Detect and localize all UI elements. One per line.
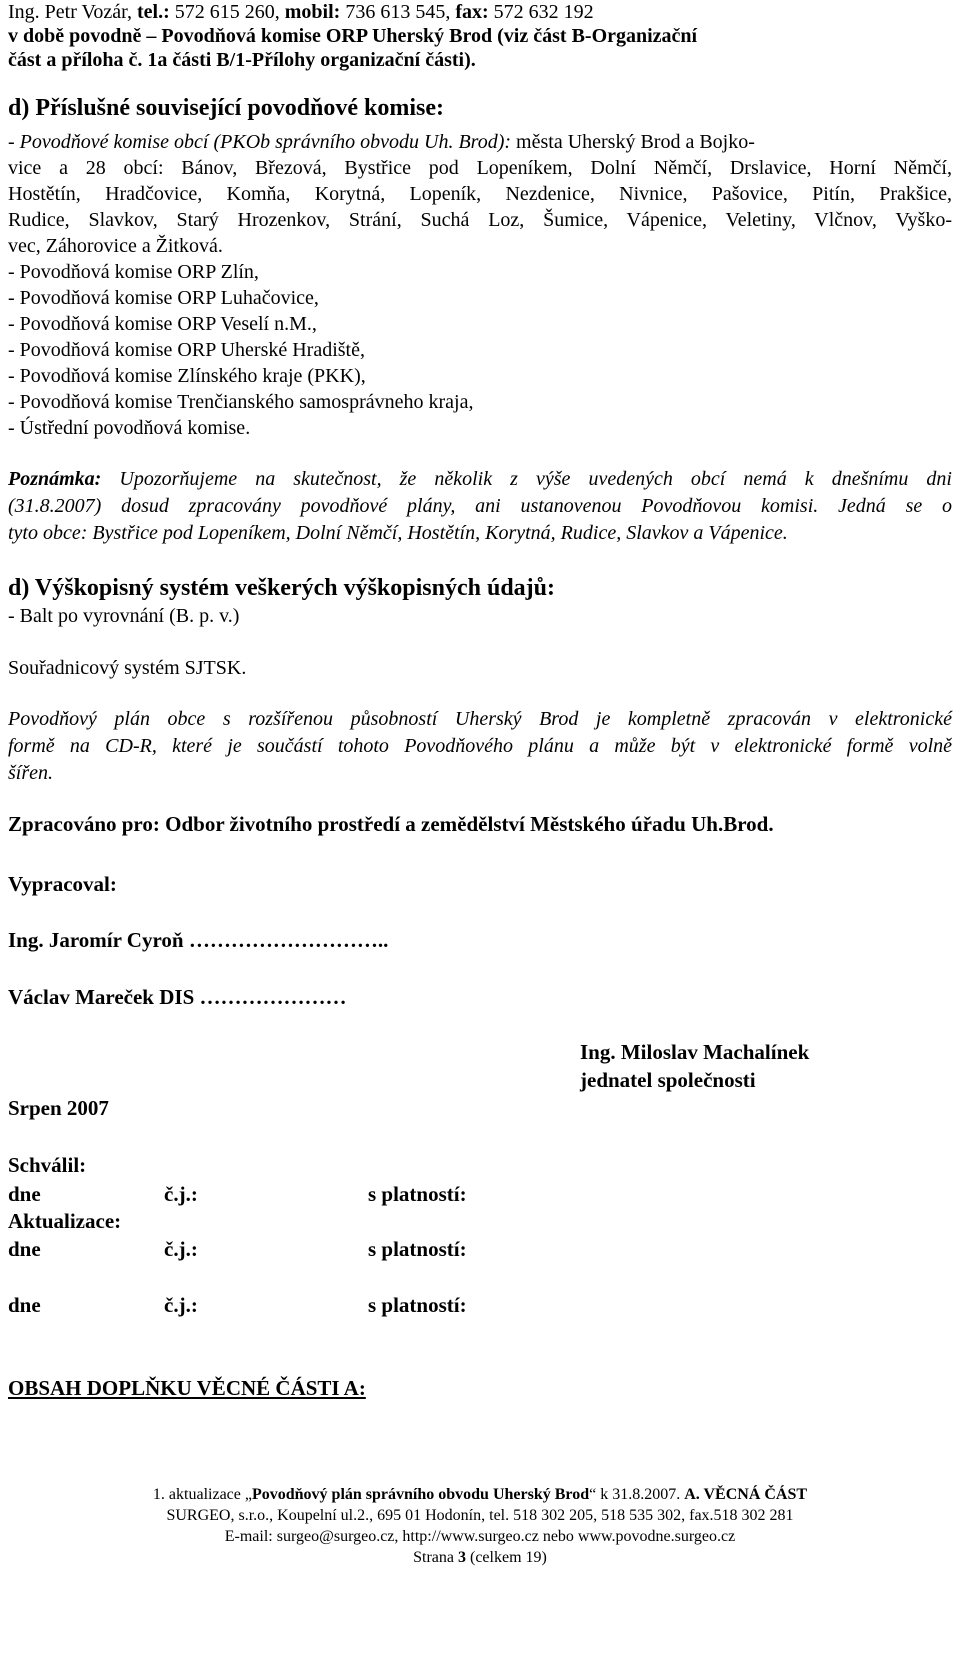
note-line-1 — [8, 467, 952, 491]
commission-list-item: - Povodňová komise ORP Veselí n.M., — [8, 313, 317, 335]
approval-ref-label: č.j.: — [164, 1182, 198, 1206]
pkob-towns: města Uherský Brod a Bojko- — [511, 131, 755, 153]
approval-date-label: dne — [8, 1182, 41, 1206]
note-text-1: Upozorňujeme na skutečnost, že několik z výše uvedených obcí nemá k dnešnímu dni — [101, 468, 952, 490]
signer-name: Ing. Miloslav Machalínek — [580, 1040, 810, 1064]
footer-update-prefix: 1. aktualizace „ — [152, 1486, 252, 1503]
signer-role: jednatel společnosti — [580, 1068, 756, 1092]
commission-list-item: - Povodňová komise ORP Uherské Hradiště, — [8, 339, 365, 361]
commission-list-item: - Ústřední povodňová komise. — [8, 417, 251, 439]
note-line-3: tyto obce: Bystřice pod Lopeníkem, Dolní Němčí, Hostětín, Korytná, Rudice, Slavkov a Vápenice. — [8, 522, 788, 544]
pkob-line-2: vice a 28 obcí: Bánov, Březová, Bystřice pod Lopeníkem, Dolní Němčí, Drslavice, Horní Němčí, — [8, 157, 952, 179]
fax-label: fax: — [455, 1, 489, 23]
footer-section: A. VĚCNÁ ČÁST — [684, 1486, 808, 1503]
pkob-line-3: Hostětín, Hradčovice, Komňa, Korytná, Lopeník, Nezdenice, Nivnice, Pašovice, Pitín, Prakšice, — [8, 183, 952, 205]
footer-update-date: “ k 31.8.2007. — [589, 1486, 685, 1503]
contents-heading: OBSAH DOPLŇKU VĚCNÉ ČÁSTI A: — [8, 1376, 366, 1400]
pkob-line-4: Rudice, Slavkov, Starý Hrozenkov, Strání, Suchá Loz, Šumice, Vápenice, Veletiny, Vlčnov, Vyško- — [8, 209, 952, 231]
contact-lead: Ing. Petr Vozár, — [8, 1, 137, 23]
pkob-intro: - Povodňové komise obcí (PKOb správního obvodu Uh. Brod): — [8, 131, 512, 153]
mobil-value: 736 613 545, — [340, 1, 456, 23]
related-commissions-heading: d) Příslušné související povodňové komise: — [8, 95, 445, 121]
note-label: Poznámka: — [8, 468, 102, 490]
footer-line-1 — [0, 1485, 960, 1505]
fax-value: 572 632 192 — [488, 1, 594, 23]
footer-page-number — [0, 1548, 960, 1568]
height-system-heading: d) Výškopisný systém veškerých výškopisných údajů: — [8, 575, 556, 601]
update2-validity-label: s platností: — [368, 1293, 467, 1317]
update-ref-label: č.j.: — [164, 1237, 198, 1261]
commission-list-item: - Povodňová komise Zlínského kraje (PKK), — [8, 365, 366, 387]
update-label: Aktualizace: — [8, 1209, 122, 1233]
cd-note-line-3: šířen. — [8, 762, 53, 784]
tel-label: tel.: — [137, 1, 170, 23]
footer-contacts: E-mail: surgeo@surgeo.cz, http://www.surgeo.cz nebo www.povodne.surgeo.cz — [224, 1528, 736, 1545]
pkob-line-1 — [8, 130, 755, 154]
note-line-2: (31.8.2007) dosud zpracovány povodňové plány, ani ustanovenou Povodňovou komisi. Jedná se o — [8, 495, 952, 517]
commission-list-item: - Povodňová komise ORP Luhačovice, — [8, 287, 319, 309]
document-date: Srpen 2007 — [8, 1096, 109, 1120]
footer-plan-title: Povodňový plán správního obvodu Uherský Brod — [251, 1486, 590, 1503]
flood-commission-ref-line: část a příloha č. 1a části B/1-Přílohy organizační části). — [8, 49, 476, 71]
height-system-value: - Balt po vyrovnání (B. p. v.) — [8, 605, 240, 627]
approved-label: Schválil: — [8, 1153, 87, 1177]
cd-note-line-1: Povodňový plán obce s rozšířenou působností Uherský Brod je kompletně zpracován v elektronické — [8, 708, 952, 730]
pkob-line-5: vec, Záhorovice a Žitková. — [8, 235, 223, 257]
author-2: Václav Mareček DIS ………………… — [8, 985, 347, 1009]
page-current: 3 — [458, 1549, 466, 1566]
update-date-label: dne — [8, 1237, 41, 1261]
update-validity-label: s platností: — [368, 1237, 467, 1261]
mobil-label: mobil: — [284, 1, 341, 23]
prepared-by-label: Vypracoval: — [8, 872, 117, 896]
commission-list-item: - Povodňová komise ORP Zlín, — [8, 261, 259, 283]
flood-commission-line: v době povodně – Povodňová komise ORP Uherský Brod (viz část B-Organizační — [8, 25, 698, 47]
cd-note-line-2: formě na CD-R, které je součástí tohoto Povodňového plánu a může být v elektronické formě volně — [8, 735, 952, 757]
footer-company: SURGEO, s.r.o., Koupelní ul.2., 695 01 Hodonín, tel. 518 302 205, 518 535 302, fax.518 302 281 — [166, 1507, 794, 1524]
author-1: Ing. Jaromír Cyroň ……………………….. — [8, 928, 389, 952]
coordinate-system: Souřadnicový systém SJTSK. — [8, 657, 247, 679]
tel-value: 572 615 260, — [169, 1, 285, 23]
contact-line — [8, 0, 594, 24]
update2-ref-label: č.j.: — [164, 1293, 198, 1317]
commission-list-item: - Povodňová komise Trenčianského samosprávneho kraja, — [8, 391, 474, 413]
prepared-for: Zpracováno pro: Odbor životního prostředí a zemědělství Městského úřadu Uh.Brod. — [8, 812, 774, 836]
approval-validity-label: s platností: — [368, 1182, 467, 1206]
page-total: (celkem 19) — [466, 1549, 547, 1566]
update2-date-label: dne — [8, 1293, 41, 1317]
page-prefix: Strana — [413, 1549, 458, 1566]
